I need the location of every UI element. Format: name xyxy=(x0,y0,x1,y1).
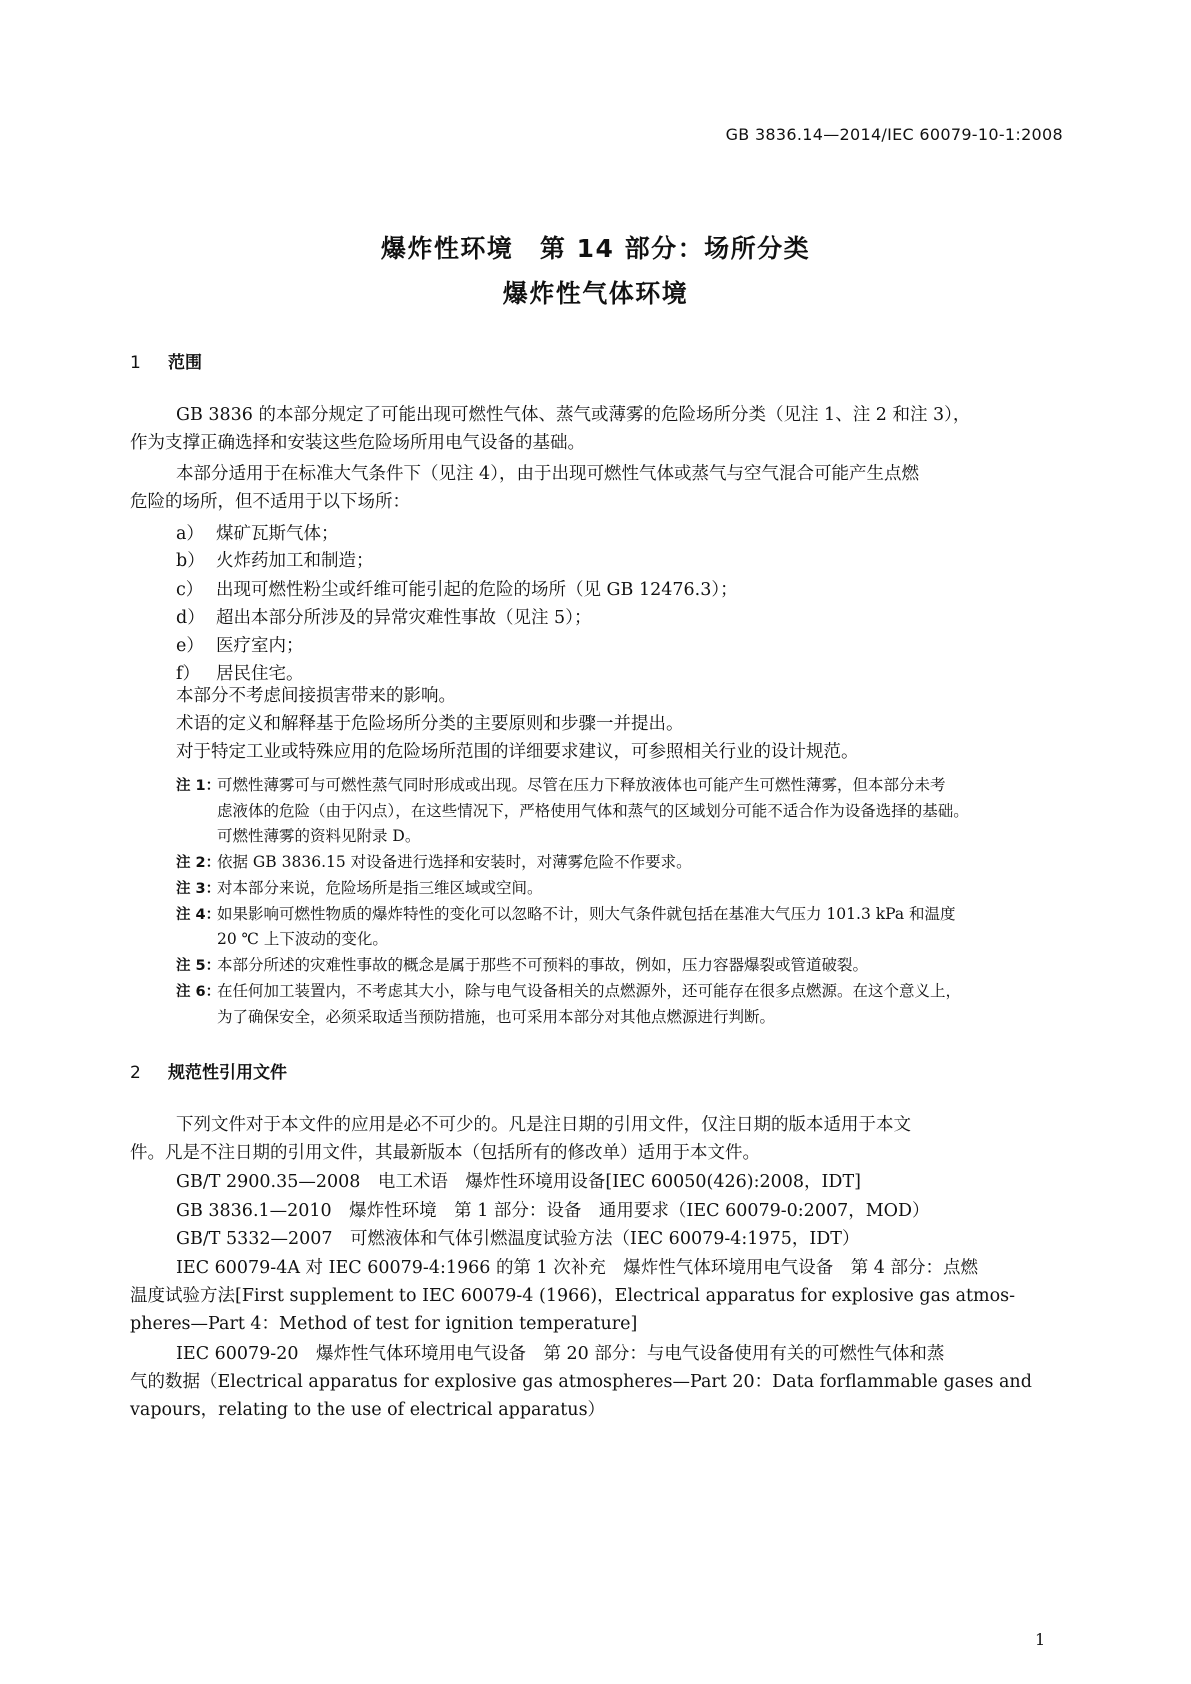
note-label: 注 1： xyxy=(176,778,221,794)
paragraph-line: 本部分不考虑间接损害带来的影响。 xyxy=(176,686,456,706)
standard-code: GB 3836.14—2014/IEC 60079-10-1:2008 xyxy=(725,125,1063,144)
paragraph-line: 作为支撑正确选择和安装这些危险场所用电气设备的基础。 xyxy=(130,433,585,453)
paragraph-line: 对于特定工业或特殊应用的危险场所范围的详细要求建议，可参照相关行业的设计规范。 xyxy=(176,742,859,762)
note-line: 20 ℃ 上下波动的变化。 xyxy=(217,930,388,948)
reference-entry-cont: pheres—Part 4：Method of test for ignition temperature] xyxy=(130,1314,638,1334)
reference-entry: IEC 60079-4A 对 IEC 60079-4:1966 的第 1 次补充 爆炸性气体环境用电气设备 第 4 部分：点燃 xyxy=(176,1258,978,1278)
note-line: 对本部分来说，危险场所是指三维区域或空间。 xyxy=(217,879,543,897)
list-item-label: d） xyxy=(176,608,205,628)
list-item-text: 医疗室内； xyxy=(216,636,304,656)
note-label: 注 2： xyxy=(176,855,221,871)
section-1-heading xyxy=(130,348,202,373)
section-2-heading xyxy=(130,1058,287,1083)
list-item-label: c） xyxy=(176,580,204,600)
page-number: 1 xyxy=(1035,1630,1046,1649)
list-item-text: 超出本部分所涉及的异常灾难性事故（见注 5）； xyxy=(216,608,592,628)
list-item-text: 出现可燃性粉尘或纤维可能引起的危险的场所（见 GB 12476.3）； xyxy=(216,580,738,600)
note-line: 在任何加工装置内，不考虑其大小，除与电气设备相关的点燃源外，还可能存在很多点燃源。在这个意义上， xyxy=(217,982,962,1000)
reference-entry: GB/T 5332—2007 可燃液体和气体引燃温度试验方法（IEC 60079-4:1975，IDT） xyxy=(176,1229,860,1249)
list-item-label: f） xyxy=(176,664,200,684)
paragraph-line: 术语的定义和解释基于危险场所分类的主要原则和步骤一并提出。 xyxy=(176,714,684,734)
note-label: 注 6： xyxy=(176,984,221,1000)
list-item-text: 居民住宅。 xyxy=(216,664,304,684)
note-line: 如果影响可燃性物质的爆炸特性的变化可以忽略不计，则大气条件就包括在基准大气压力 101.3 kPa 和温度 xyxy=(217,905,956,923)
document-title-line2: 爆炸性气体环境 xyxy=(502,279,689,308)
paragraph-line: 件。凡是不注日期的引用文件，其最新版本（包括所有的修改单）适用于本文件。 xyxy=(130,1143,760,1163)
reference-entry-cont: vapours，relating to the use of electrical apparatus） xyxy=(130,1400,606,1420)
section-title: 范围 xyxy=(168,353,202,373)
reference-entry: IEC 60079-20 爆炸性气体环境用电气设备 第 20 部分：与电气设备使用有关的可燃性气体和蒸 xyxy=(176,1344,945,1364)
note-label: 注 5： xyxy=(176,958,221,974)
list-item-label: e） xyxy=(176,636,204,656)
reference-entry: GB 3836.1—2010 爆炸性环境 第 1 部分：设备 通用要求（IEC 60079-0:2007，MOD） xyxy=(176,1201,930,1221)
note-label: 注 3： xyxy=(176,881,221,897)
note-line: 可燃性薄雾的资料见附录 D。 xyxy=(217,827,421,845)
note-line: 可燃性薄雾可与可燃性蒸气同时形成或出现。尽管在压力下释放液体也可能产生可燃性薄雾，但本部分未考 xyxy=(217,776,946,794)
section-number: 1 xyxy=(130,353,141,373)
paragraph-line: 危险的场所，但不适用于以下场所： xyxy=(130,492,410,512)
section-number: 2 xyxy=(130,1063,141,1083)
section-title: 规范性引用文件 xyxy=(168,1063,287,1083)
reference-entry-cont: 温度试验方法[First supplement to IEC 60079-4 (1966)，Electrical apparatus for explosive gas atmos- xyxy=(130,1286,1016,1306)
paragraph-line: 下列文件对于本文件的应用是必不可少的。凡是注日期的引用文件，仅注日期的版本适用于本文 xyxy=(176,1115,911,1135)
note-label: 注 4： xyxy=(176,907,221,923)
paragraph-line: 本部分适用于在标准大气条件下（见注 4），由于出现可燃性气体或蒸气与空气混合可能产生点燃 xyxy=(176,464,919,484)
list-item-label: b） xyxy=(176,551,205,571)
note-line: 为了确保安全，必须采取适当预防措施，也可采用本部分对其他点燃源进行判断。 xyxy=(217,1008,776,1026)
note-line: 本部分所述的灾难性事故的概念是属于那些不可预料的事故，例如，压力容器爆裂或管道破裂。 xyxy=(217,956,869,974)
reference-entry: GB/T 2900.35—2008 电工术语 爆炸性环境用设备[IEC 60050(426):2008，IDT] xyxy=(176,1172,861,1192)
list-item-label: a） xyxy=(176,524,204,544)
list-item-text: 煤矿瓦斯气体； xyxy=(216,524,339,544)
list-item-text: 火炸药加工和制造； xyxy=(216,551,374,571)
document-title-line1: 爆炸性环境 第 14 部分：场所分类 xyxy=(380,234,811,263)
note-line: 依据 GB 3836.15 对设备进行选择和安装时，对薄雾危险不作要求。 xyxy=(217,853,692,871)
note-line: 虑液体的危险（由于闪点），在这些情况下，严格使用气体和蒸气的区域划分可能不适合作为设备选择的基础。 xyxy=(217,802,969,820)
paragraph-line: GB 3836 的本部分规定了可能出现可燃性气体、蒸气或薄雾的危险场所分类（见注 1、注 2 和注 3）， xyxy=(176,405,971,425)
reference-entry-cont: 气的数据（Electrical apparatus for explosive gas atmospheres—Part 20：Data forflammable gases and xyxy=(130,1372,1032,1392)
